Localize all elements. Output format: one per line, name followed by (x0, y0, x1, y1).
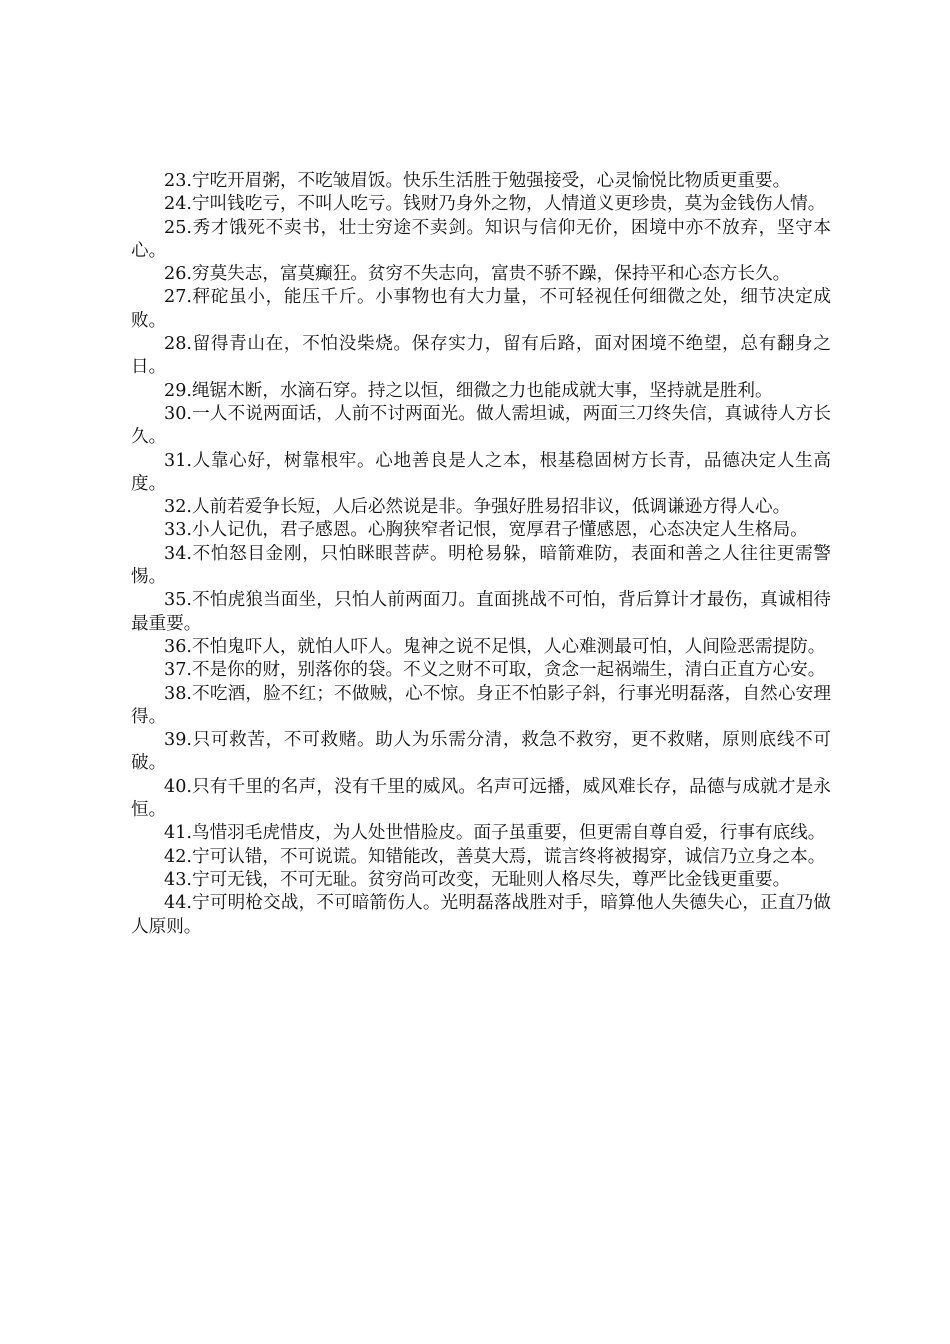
paragraph: 38.不吃酒，脸不红；不做贼，心不惊。身正不怕影子斜，行事光明磊落，自然心安理得。 (131, 683, 831, 727)
paragraph: 35.不怕虎狼当面坐，只怕人前两面刀。直面挑战不可怕，背后算计才最伤，真诚相待最重要。 (131, 590, 831, 634)
paragraph: 26.穷莫失志，富莫癫狂。贫穷不失志向，富贵不骄不躁，保持平和心态方长久。 (164, 264, 791, 285)
paragraph: 24.宁叫钱吃亏，不叫人吃亏。钱财乃身外之物，人情道义更珍贵，莫为金钱伤人情。 (164, 194, 826, 215)
paragraph: 44.宁可明枪交战，不可暗箭伤人。光明磊落战胜对手，暗算他人失德失心，正直乃做人原则。 (131, 893, 831, 937)
paragraph: 32.人前若爱争长短，人后必然说是非。争强好胜易招非议，低调谦逊方得人心。 (164, 497, 791, 518)
paragraph: 33.小人记仇，君子感恩。心胸狭窄者记恨，宽厚君子懂感恩，心态决定人生格局。 (164, 520, 808, 541)
paragraph: 43.宁可无钱，不可无耻。贫穷尚可改变，无耻则人格尽失，尊严比金钱更重要。 (164, 869, 791, 890)
paragraph: 40.只有千里的名声，没有千里的威风。名声可远播，威风难长存，品德与成就才是永恒。 (131, 776, 831, 821)
paragraph: 31.人靠心好，树靠根牢。心地善良是人之本，根基稳固树方长青，品德决定人生高度。 (131, 450, 831, 494)
paragraph: 42.宁可认错，不可说谎。知错能改，善莫大焉，谎言终将被揭穿，诚信乃立身之本。 (164, 846, 826, 867)
paragraph: 25.秀才饿死不卖书，壮士穷途不卖剑。知识与信仰无价，困境中亦不放弃，坚守本心。 (131, 217, 831, 261)
paragraph: 39.只可救苦，不可救赌。助人为乐需分清，救急不救穷，更不救赌，原则底线不可破。 (131, 730, 831, 774)
paragraph: 28.留得青山在，不怕没柴烧。保存实力，留有后路，面对困境不绝望，总有翻身之日。 (131, 334, 831, 378)
paragraph: 36.不怕鬼吓人，就怕人吓人。鬼神之说不足惧，人心难测最可怕，人间险恶需提防。 (164, 636, 826, 657)
paragraph: 23.宁吃开眉粥，不吃皱眉饭。快乐生活胜于勉强接受，心灵愉悦比物质更重要。 (164, 171, 791, 191)
document-body (131, 170, 831, 939)
paragraph: 27.秤砣虽小，能压千斤。小事物也有大力量，不可轻视任何细微之处，细节决定成败。 (131, 287, 831, 331)
paragraph: 41.鸟惜羽毛虎惜皮，为人处世惜脸皮。面子虽重要，但更需自尊自爱，行事有底线。 (164, 823, 826, 844)
paragraph: 37.不是你的财，别落你的袋。不义之财不可取，贪念一起祸端生，清白正直方心安。 (164, 660, 826, 681)
paragraph: 29.绳锯木断，水滴石穿。持之以恒，细微之力也能成就大事，坚持就是胜利。 (164, 380, 773, 401)
paragraph: 34.不怕怒目金刚，只怕眯眼菩萨。明枪易躲，暗箭难防，表面和善之人往往更需警惕。 (131, 543, 831, 588)
paragraph: 30.一人不说两面话，人前不讨两面光。做人需坦诚，两面三刀终失信，真诚待人方长久。 (131, 403, 831, 448)
